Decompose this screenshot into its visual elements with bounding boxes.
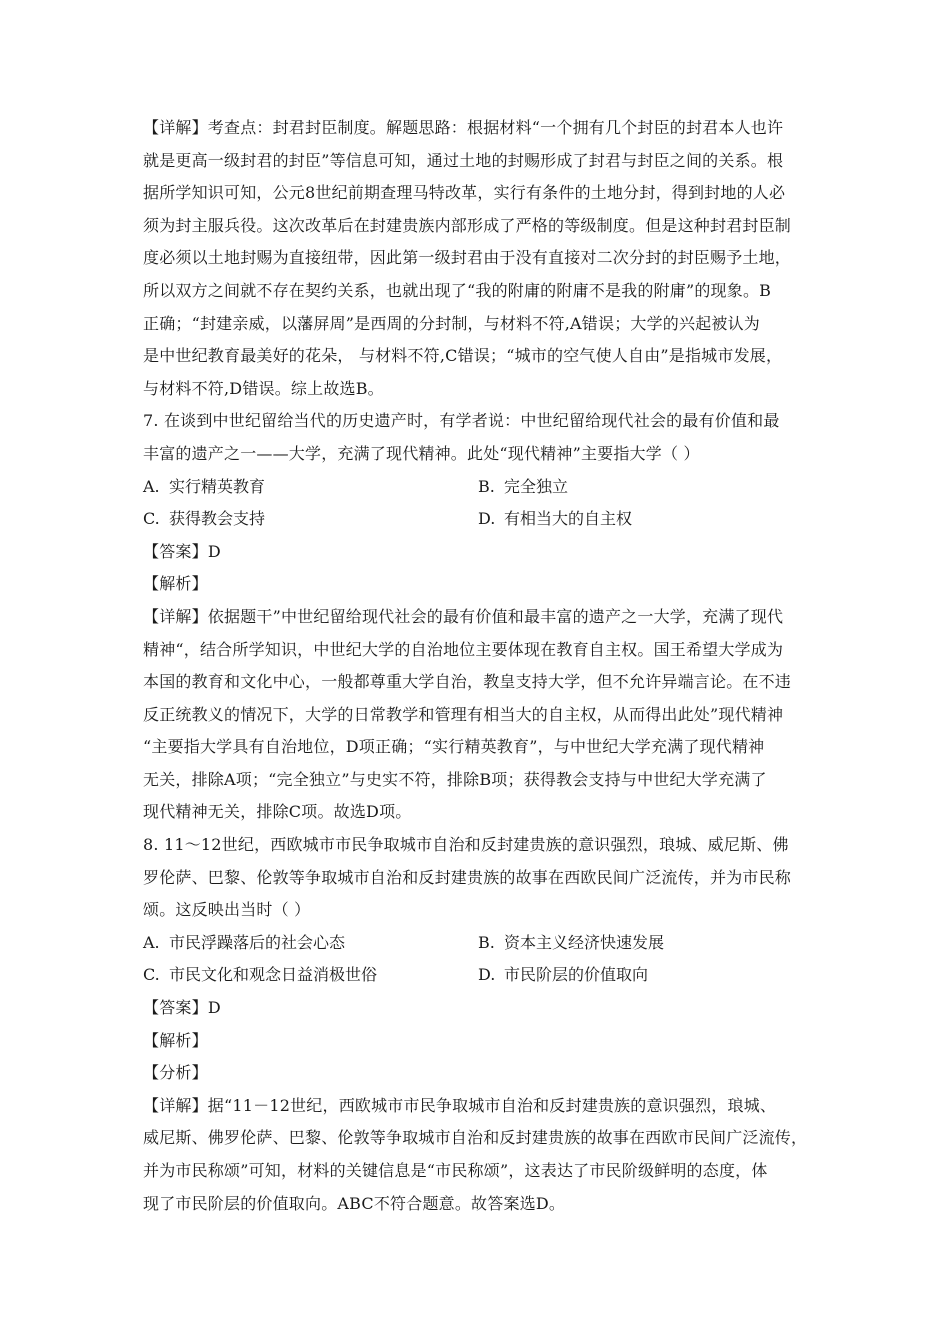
- q7-options-row: [143, 503, 813, 536]
- q6-detail-line: 正确；“封建亲威，以藩屏周”是西周的分封制，与材料不符,A错误；大学的兴起被认为: [143, 313, 761, 333]
- q8-answer: 【答案】D: [143, 998, 221, 1018]
- q7-answer: 【答案】D: [143, 541, 221, 561]
- q8-stem-line: 8. 11～12世纪，西欧城市市民争取城市自治和反封建贵族的意识强烈，琅城、威尼斯、佛: [143, 835, 789, 855]
- question-7: [143, 405, 813, 829]
- q6-detail-line: 据所学知识可知，公元8世纪前期查理马特改革，实行有条件的土地分封，得到封地的人必: [143, 183, 786, 203]
- q8-detail-line: 并为市民称颂”可知，材料的关键信息是“市民称颂”，这表达了市民阶级鲜明的态度，体: [143, 1161, 768, 1180]
- q8-analysis-heading: 【解析】: [143, 1030, 208, 1050]
- q7-detail-line: “主要指大学具有自治地位，D项正确；“实行精英教育”，与中世纪大学充满了现代精神: [143, 737, 765, 757]
- q8-stem-line: 颂。这反映出当时（ ）: [143, 900, 311, 920]
- q7-options-row: [143, 471, 813, 504]
- q8-detail-line: 【详解】据“11－12世纪，西欧城市市民争取城市自治和反封建贵族的意识强烈，琅城、: [143, 1095, 777, 1115]
- q8-stem-line: 罗伦萨、巴黎、伦敦等争取城市自治和反封建贵族的故事在西欧民间广泛流传，并为市民称: [143, 867, 792, 887]
- q6-detail-line: 所以双方之间就不存在契约关系，也就出现了“我的附庸的附庸不是我的附庸”的现象。B: [143, 280, 772, 300]
- q6-detail-line: 须为封主服兵役。这次改革后在封建贵族内部形成了严格的等级制度。但是这种封君封臣制: [143, 215, 792, 235]
- q8-option-c: C. 市民文化和观念日益消极世俗: [143, 965, 378, 985]
- q6-detail-block: [143, 112, 813, 405]
- q7-detail-line: 【详解】依据题干”中世纪留给现代社会的最有价值和最丰富的遗产之一大学，充满了现代: [143, 606, 784, 626]
- q6-detail-line: 与材料不符,D错误。综上故选B。: [143, 378, 384, 398]
- q7-option-a: A. 实行精英教育: [143, 476, 266, 496]
- q8-option-a: A. 市民浮躁落后的社会心态: [143, 932, 346, 952]
- q8-option-b: B. 资本主义经济快速发展: [478, 932, 665, 952]
- q7-detail-line: 现代精神无关，排除C项。故选D项。: [143, 802, 412, 822]
- q7-option-c: C. 获得教会支持: [143, 509, 266, 529]
- q7-detail-line: 精神“，结合所学知识，中世纪大学的自治地位主要体现在教育自主权。国王希望大学成为: [143, 639, 784, 659]
- q8-option-d: D. 市民阶层的价值取向: [478, 965, 649, 985]
- q7-option-d: D. 有相当大的自主权: [478, 509, 633, 529]
- question-8: [143, 829, 813, 1220]
- q7-option-b: B. 完全独立: [478, 476, 569, 496]
- q7-detail-line: 本国的教育和文化中心，一般都尊重大学自治，教皇支持大学，但不允许异端言论。在不违: [143, 672, 792, 692]
- q6-detail-line: 【详解】考查点：封君封臣制度。解题思路：根据材料“一个拥有几个封臣的封君本人也许: [143, 118, 784, 137]
- q7-detail-line: 无关，排除A项；“完全独立”与史实不符，排除B项；获得教会支持与中世纪大学充满了: [143, 769, 767, 789]
- document-page: [143, 112, 813, 1220]
- q7-analysis-heading: 【解析】: [143, 574, 208, 594]
- q8-detail-line: 威尼斯、佛罗伦萨、巴黎、伦敦等争取城市自治和反封建贵族的故事在西欧市民间广泛流传，: [143, 1128, 808, 1148]
- q7-stem-line: 7. 在谈到中世纪留给当代的历史遗产时，有学者说：中世纪留给现代社会的最有价值和最: [143, 411, 780, 431]
- q6-detail-line: 是中世纪教育最美好的花朵， 与材料不符,C错误；“城市的空气使人自由”是指城市发展，: [143, 346, 783, 366]
- q6-detail-line: 就是更高一级封君的封臣”等信息可知，通过土地的封赐形成了封君与封臣之间的关系。根: [143, 150, 784, 170]
- q7-detail-line: 反正统教义的情况下，大学的日常教学和管理有相当大的自主权，从而得出此处”现代精神: [143, 704, 784, 724]
- q6-detail-line: 度必须以土地封赐为直接纽带，因此第一级封君由于没有直接对二次分封的封臣赐予土地，: [143, 248, 792, 268]
- q7-stem-line: 丰富的遗产之一——大学，充满了现代精神。此处“现代精神”主要指大学（ ）: [143, 443, 700, 463]
- q8-options-row: [143, 927, 813, 960]
- q8-fenxi-heading: 【分析】: [143, 1063, 208, 1083]
- q8-detail-line: 现了市民阶层的价值取向。ABC不符合题意。故答案选D。: [143, 1193, 566, 1213]
- q8-options-row: [143, 959, 813, 992]
